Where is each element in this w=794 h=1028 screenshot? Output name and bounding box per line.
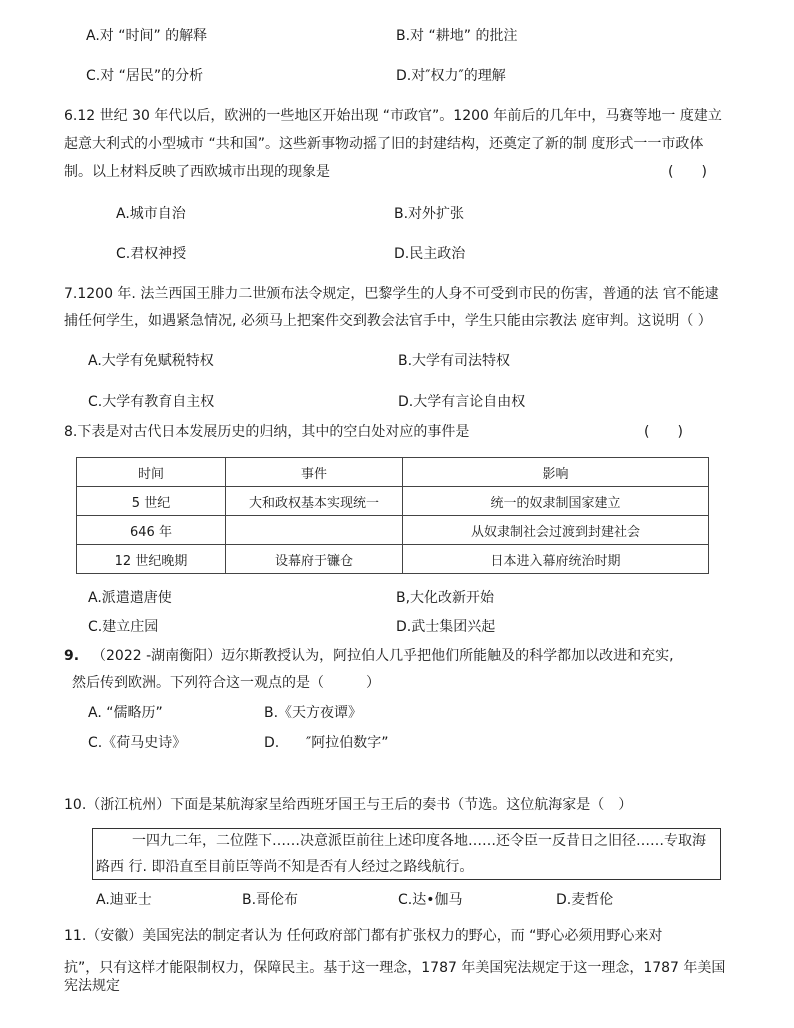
q10-stem: 10.（浙江杭州）下面是某航海家呈给西班牙国王与王后的奏书（节选。这位航海家是（ ）: [64, 797, 633, 813]
q10-quote-line2: 路西 行. 即沿直至目前臣等尚不知是否有人经过之路线航行。: [96, 859, 474, 875]
q7-option-b[interactable]: B.大学有司法特权: [398, 353, 511, 369]
q8-stem: 8.下表是对古代日本发展历史的归纳，其中的空白处对应的事件是: [64, 424, 470, 440]
table-header-event: 事件: [226, 458, 403, 487]
table-cell-time: 12 世纪晚期: [77, 545, 226, 574]
q10-quote-line1: 一四九二年，二位陛下……决意派臣前往上述印度各地……还令臣一反昔日之旧径……专取海: [132, 833, 706, 849]
q8-option-c[interactable]: C.建立庄园: [88, 619, 159, 635]
table-cell-event: 大和政权基本实现统一: [226, 487, 403, 516]
table-cell-time: 646 年: [77, 516, 226, 545]
q9-option-d-label[interactable]: D.: [264, 735, 280, 751]
q9-number: 9.: [64, 648, 80, 664]
table-cell-impact: 日本进入幕府统治时期: [403, 545, 709, 574]
q8-answer-blank: ( ): [644, 424, 683, 440]
table-row: [77, 516, 709, 545]
table-header-row: [77, 458, 709, 487]
q8-option-a[interactable]: A.派遣遣唐使: [88, 590, 172, 606]
q6-stem-line2: 起意大利式的小型城市 “共和国”。这些新事物动摇了旧的封建结构，还奠定了新的制 度形式一一市政体: [64, 136, 704, 152]
q6-option-b[interactable]: B.对外扩张: [394, 206, 465, 222]
q7-stem-line1: 7.1200 年. 法兰西国王腓力二世颁布法令规定，巴黎学生的人身不可受到市民的伤害，普通的法 官不能逮: [64, 286, 719, 302]
q6-stem-line3: 制。以上材料反映了西欧城市出现的现象是: [64, 164, 330, 180]
table-cell-event-blank: [226, 516, 403, 545]
q7-option-a[interactable]: A.大学有免赋税特权: [88, 353, 214, 369]
q7-option-c[interactable]: C.大学有教育自主权: [88, 394, 215, 410]
q6-option-a[interactable]: A.城市自治: [116, 206, 186, 222]
q9-option-b[interactable]: B.《天方夜谭》: [264, 705, 363, 721]
table-row: [77, 487, 709, 516]
table-cell-impact: 从奴隶制社会过渡到封建社会: [403, 516, 709, 545]
table-cell-event: 设幕府于镰仓: [226, 545, 403, 574]
q11-stem-line1: 11.（安徽）美国宪法的制定者认为 任何政府部门都有扩张权力的野心，而 “野心必须用野心来对: [64, 928, 663, 944]
q7-option-d[interactable]: D.大学有言论自由权: [398, 394, 526, 410]
q10-option-b[interactable]: B.哥伦布: [242, 892, 299, 908]
q10-option-a[interactable]: A.迪亚士: [96, 892, 152, 908]
q10-option-c[interactable]: C.达•伽马: [398, 892, 463, 908]
q5-option-d[interactable]: D.对″权力″的理解: [396, 68, 506, 84]
q6-option-c[interactable]: C.君权神授: [116, 246, 187, 262]
q9-stem-line1: （2022 -湖南衡阳）迈尔斯教授认为，阿拉伯人几乎把他们所能触及的科学都加以改进和充实,: [92, 648, 674, 664]
table-row: [77, 545, 709, 574]
q9-option-c[interactable]: C.《荷马史诗》: [88, 735, 187, 751]
q8-option-b[interactable]: B,大化改新开始: [396, 590, 495, 606]
q10-option-d[interactable]: D.麦哲伦: [556, 892, 614, 908]
table-cell-impact: 统一的奴隶制国家建立: [403, 487, 709, 516]
q6-stem-line1: 6.12 世纪 30 年代以后，欧洲的一些地区开始出现 “市政官”。1200 年前后的几年中，马赛等地一 度建立: [64, 108, 722, 124]
q11-stem-line2: 抗”，只有这样才能限制权力，保障民主。基于这一理念，1787 年美国宪法规定于这一理念，1787 年美国: [64, 960, 726, 976]
q7-stem-line2: 捕任何学生，如遇紧急情况, 必须马上把案件交到教会法官手中，学生只能由宗教法 庭审判。这说明（ ）: [64, 313, 712, 329]
q8-option-d[interactable]: D.武士集团兴起: [396, 619, 496, 635]
history-table: [76, 457, 709, 574]
q6-answer-blank: ( ): [668, 164, 707, 180]
table-header-impact: 影响: [403, 458, 709, 487]
table-cell-time: 5 世纪: [77, 487, 226, 516]
q5-option-a[interactable]: A.对 “时间” 的解释: [86, 28, 208, 44]
q9-stem-line2: 然后传到欧洲。下列符合这一观点的是（ ）: [72, 675, 380, 691]
q5-option-b[interactable]: B.对 “耕地” 的批注: [396, 28, 518, 44]
q6-option-d[interactable]: D.民主政治: [394, 246, 466, 262]
q11-stem-line3: 宪法规定: [64, 978, 120, 994]
q5-option-c[interactable]: C.对 “居民”的分析: [86, 68, 204, 84]
q9-option-d[interactable]: ″阿拉伯数字”: [306, 735, 389, 751]
q9-option-a[interactable]: A. “儒略历”: [88, 705, 163, 721]
table-header-time: 时间: [77, 458, 226, 487]
